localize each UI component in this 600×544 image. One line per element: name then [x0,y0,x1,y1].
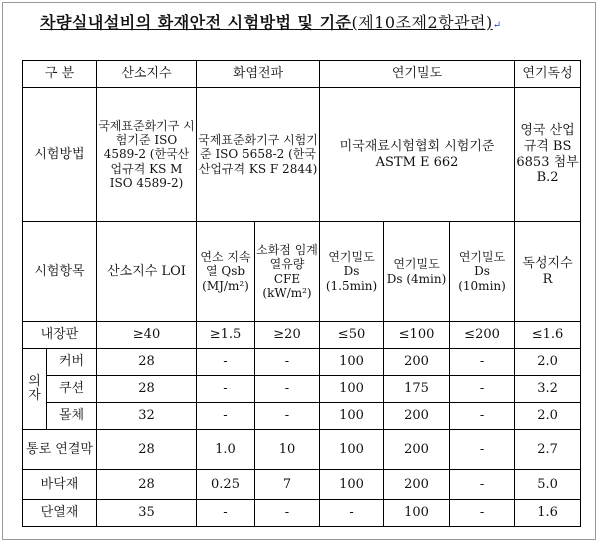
cell: 2.0 [515,403,581,430]
header-row [23,61,581,88]
method-smoke-toxicity: 영국 산업규격 BS 6853 첨부 B.2 [515,88,581,222]
cell: 2.7 [515,430,581,470]
header-oxygen-index: 산소지수 [97,61,197,88]
cell: ≤100 [384,322,450,349]
method-smoke-density: 미국재료시험협회 시험기준 ASTM E 662 [320,88,515,222]
document-title [40,10,502,33]
cell: - [450,349,515,376]
title-main: 차량실내설비의 화재안전 시험방법 및 기준 [40,13,352,32]
method-oxygen-index: 국제표준화기구 시험기준 ISO 4589-2 (한국산업규격 KS M ISO 4589-2) [97,88,197,222]
table-row [23,349,581,376]
table-row [23,376,581,403]
item-qsb: 연소 지속열 Qsb (MJ/m²) [197,222,255,322]
cell: 200 [384,470,450,500]
method-flame-spread: 국제표준화기구 시험기준 ISO 5658-2 (한국산업규격 KS F 2844) [197,88,320,222]
header-smoke-density: 연기밀도 [320,61,515,88]
cell: 1.6 [515,500,581,527]
cell: 28 [97,470,197,500]
method-row [23,88,581,222]
cell: 35 [97,500,197,527]
standards-table [22,60,581,527]
cell: 1.0 [197,430,255,470]
row-label: 단열재 [23,500,97,527]
header-category: 구 분 [23,61,97,88]
row-label: 몰체 [47,403,97,430]
table-row [23,470,581,500]
cell: - [197,376,255,403]
cell: ≥40 [97,322,197,349]
cell: - [197,349,255,376]
title-row [0,0,600,44]
cell: 10 [255,430,320,470]
cell: - [255,376,320,403]
cell: 175 [384,376,450,403]
item-ds-4min: 연기밀도 Ds (4min) [384,222,450,322]
cell: - [197,403,255,430]
cell: 200 [384,403,450,430]
cell: - [255,403,320,430]
cell: ≥20 [255,322,320,349]
cell: 100 [320,403,384,430]
cell: 100 [320,470,384,500]
cell: - [450,403,515,430]
cell: - [450,430,515,470]
table-row [23,322,581,349]
item-cfe: 소화점 임계 열유량 CFE (kW/m²) [255,222,320,322]
cell: 0.25 [197,470,255,500]
item-toxicity-r: 독성지수 R [515,222,581,322]
cell: - [255,349,320,376]
header-smoke-toxicity: 연기독성 [515,61,581,88]
cell: 100 [320,376,384,403]
cell: - [197,500,255,527]
cell: ≤50 [320,322,384,349]
cell: 28 [97,349,197,376]
cell: 100 [384,500,450,527]
row-label: 쿠션 [47,376,97,403]
item-ds-1-5min: 연기밀도 Ds (1.5min) [320,222,384,322]
cell: - [320,500,384,527]
row-label: 바닥재 [23,470,97,500]
items-label: 시험항목 [23,222,97,322]
method-label: 시험방법 [23,88,97,222]
cell: 3.2 [515,376,581,403]
cell: 200 [384,430,450,470]
chair-group-label: 의자 [23,349,47,430]
table-row [23,500,581,527]
cell: - [255,500,320,527]
cell: 32 [97,403,197,430]
cell: ≥1.5 [197,322,255,349]
table-row [23,430,581,470]
row-label: 내장판 [23,322,97,349]
item-loi: 산소지수 LOI [97,222,197,322]
cell: - [450,470,515,500]
cell: 7 [255,470,320,500]
title-reference: (제10조제2항관련) [351,13,493,32]
cell: 200 [384,349,450,376]
cell: ≤1.6 [515,322,581,349]
item-ds-10min: 연기밀도 Ds (10min) [450,222,515,322]
cell: 2.0 [515,349,581,376]
items-row [23,222,581,322]
cell: 28 [97,430,197,470]
cell: 28 [97,376,197,403]
header-flame-spread: 화염전파 [197,61,320,88]
cell: 100 [320,349,384,376]
cell: 5.0 [515,470,581,500]
row-label: 커버 [47,349,97,376]
cell: 100 [320,430,384,470]
paragraph-mark-icon: ↵ [492,20,502,31]
row-label: 통로 연결막 [23,430,97,470]
cell: - [450,500,515,527]
table-row [23,403,581,430]
cell: ≤200 [450,322,515,349]
cell: - [450,376,515,403]
